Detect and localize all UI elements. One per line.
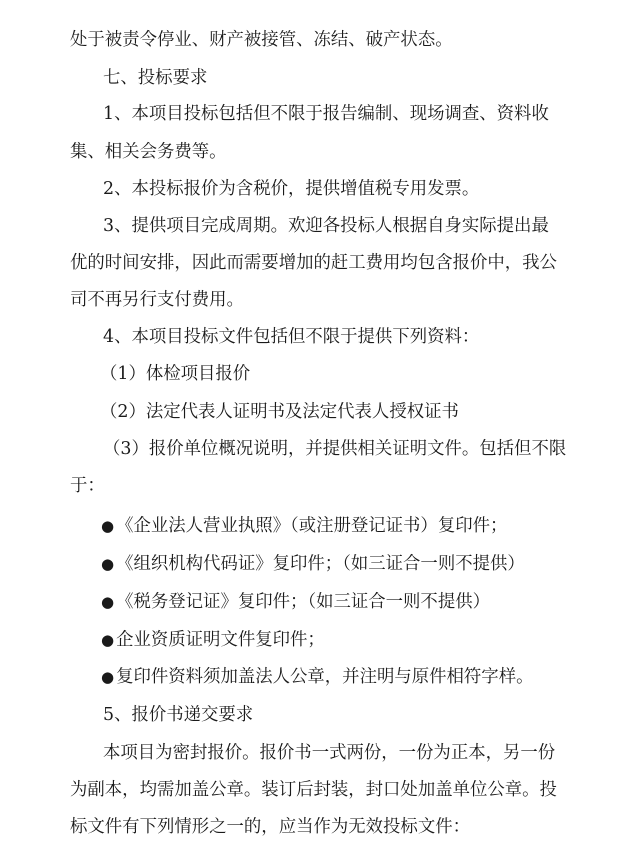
bullet-icon: ● [101, 593, 115, 611]
list-item: （3）报价单位概况说明，并提供相关证明文件。包括但不限 [103, 439, 567, 459]
bullet-text: 《组织机构代码证》复印件；（如三证合一则不提供） [116, 554, 525, 574]
bullet-text: 《企业法人营业执照》（或注册登记证书）复印件； [116, 516, 508, 536]
bullet-item [101, 628, 630, 652]
bullet-item [101, 590, 630, 614]
paragraph-line: 为副本，均需加盖公章。装订后封装，封口处加盖单位公章。投 [70, 780, 557, 800]
section-heading: 5、报价书递交要求 [103, 705, 254, 725]
bullet-text: 《税务登记证》复印件；（如三证合一则不提供） [116, 592, 490, 612]
paragraph-line: 集、相关会务费等。 [70, 142, 227, 162]
paragraph-line: 处于被责令停业、财产被接管、冻结、破产状态。 [70, 30, 453, 50]
section-heading: 七、投标要求 [103, 68, 208, 88]
bullet-icon: ● [101, 517, 115, 535]
bullet-icon: ● [101, 555, 115, 573]
bullet-icon: ● [101, 631, 115, 649]
paragraph-line: 本项目为密封报价。报价书一式两份，一份为正本，另一份 [103, 743, 556, 763]
paragraph-line: 于： [70, 476, 105, 496]
list-item: （1）体检项目报价 [100, 364, 251, 384]
bullet-icon: ● [101, 668, 115, 686]
paragraph-line: 优的时间安排，因此而需要增加的赶工费用均包含报价中，我公 [70, 253, 557, 273]
bullet-text: 企业资质证明文件复印件； [116, 630, 325, 650]
paragraph-line: 1、本项目投标包括但不限于报告编制、现场调查、资料收 [103, 104, 549, 124]
list-item: （2）法定代表人证明书及法定代表人授权证书 [100, 402, 459, 422]
paragraph-line: 3、提供项目完成周期。欢迎各投标人根据自身实际提出最 [103, 216, 549, 236]
bullet-item [101, 665, 630, 689]
paragraph-line: 2、本投标报价为含税价，提供增值税专用发票。 [103, 179, 480, 199]
bullet-item [101, 514, 630, 538]
bullet-item [101, 552, 630, 576]
bullet-text: 复印件资料须加盖法人公章，并注明与原件相符字样。 [116, 667, 534, 687]
paragraph-line: 4、本项目投标文件包括但不限于提供下列资料： [103, 327, 480, 347]
paragraph-line: 司不再另行支付费用。 [70, 290, 244, 310]
paragraph-line: 标文件有下列情形之一的，应当作为无效投标文件： [70, 817, 470, 837]
